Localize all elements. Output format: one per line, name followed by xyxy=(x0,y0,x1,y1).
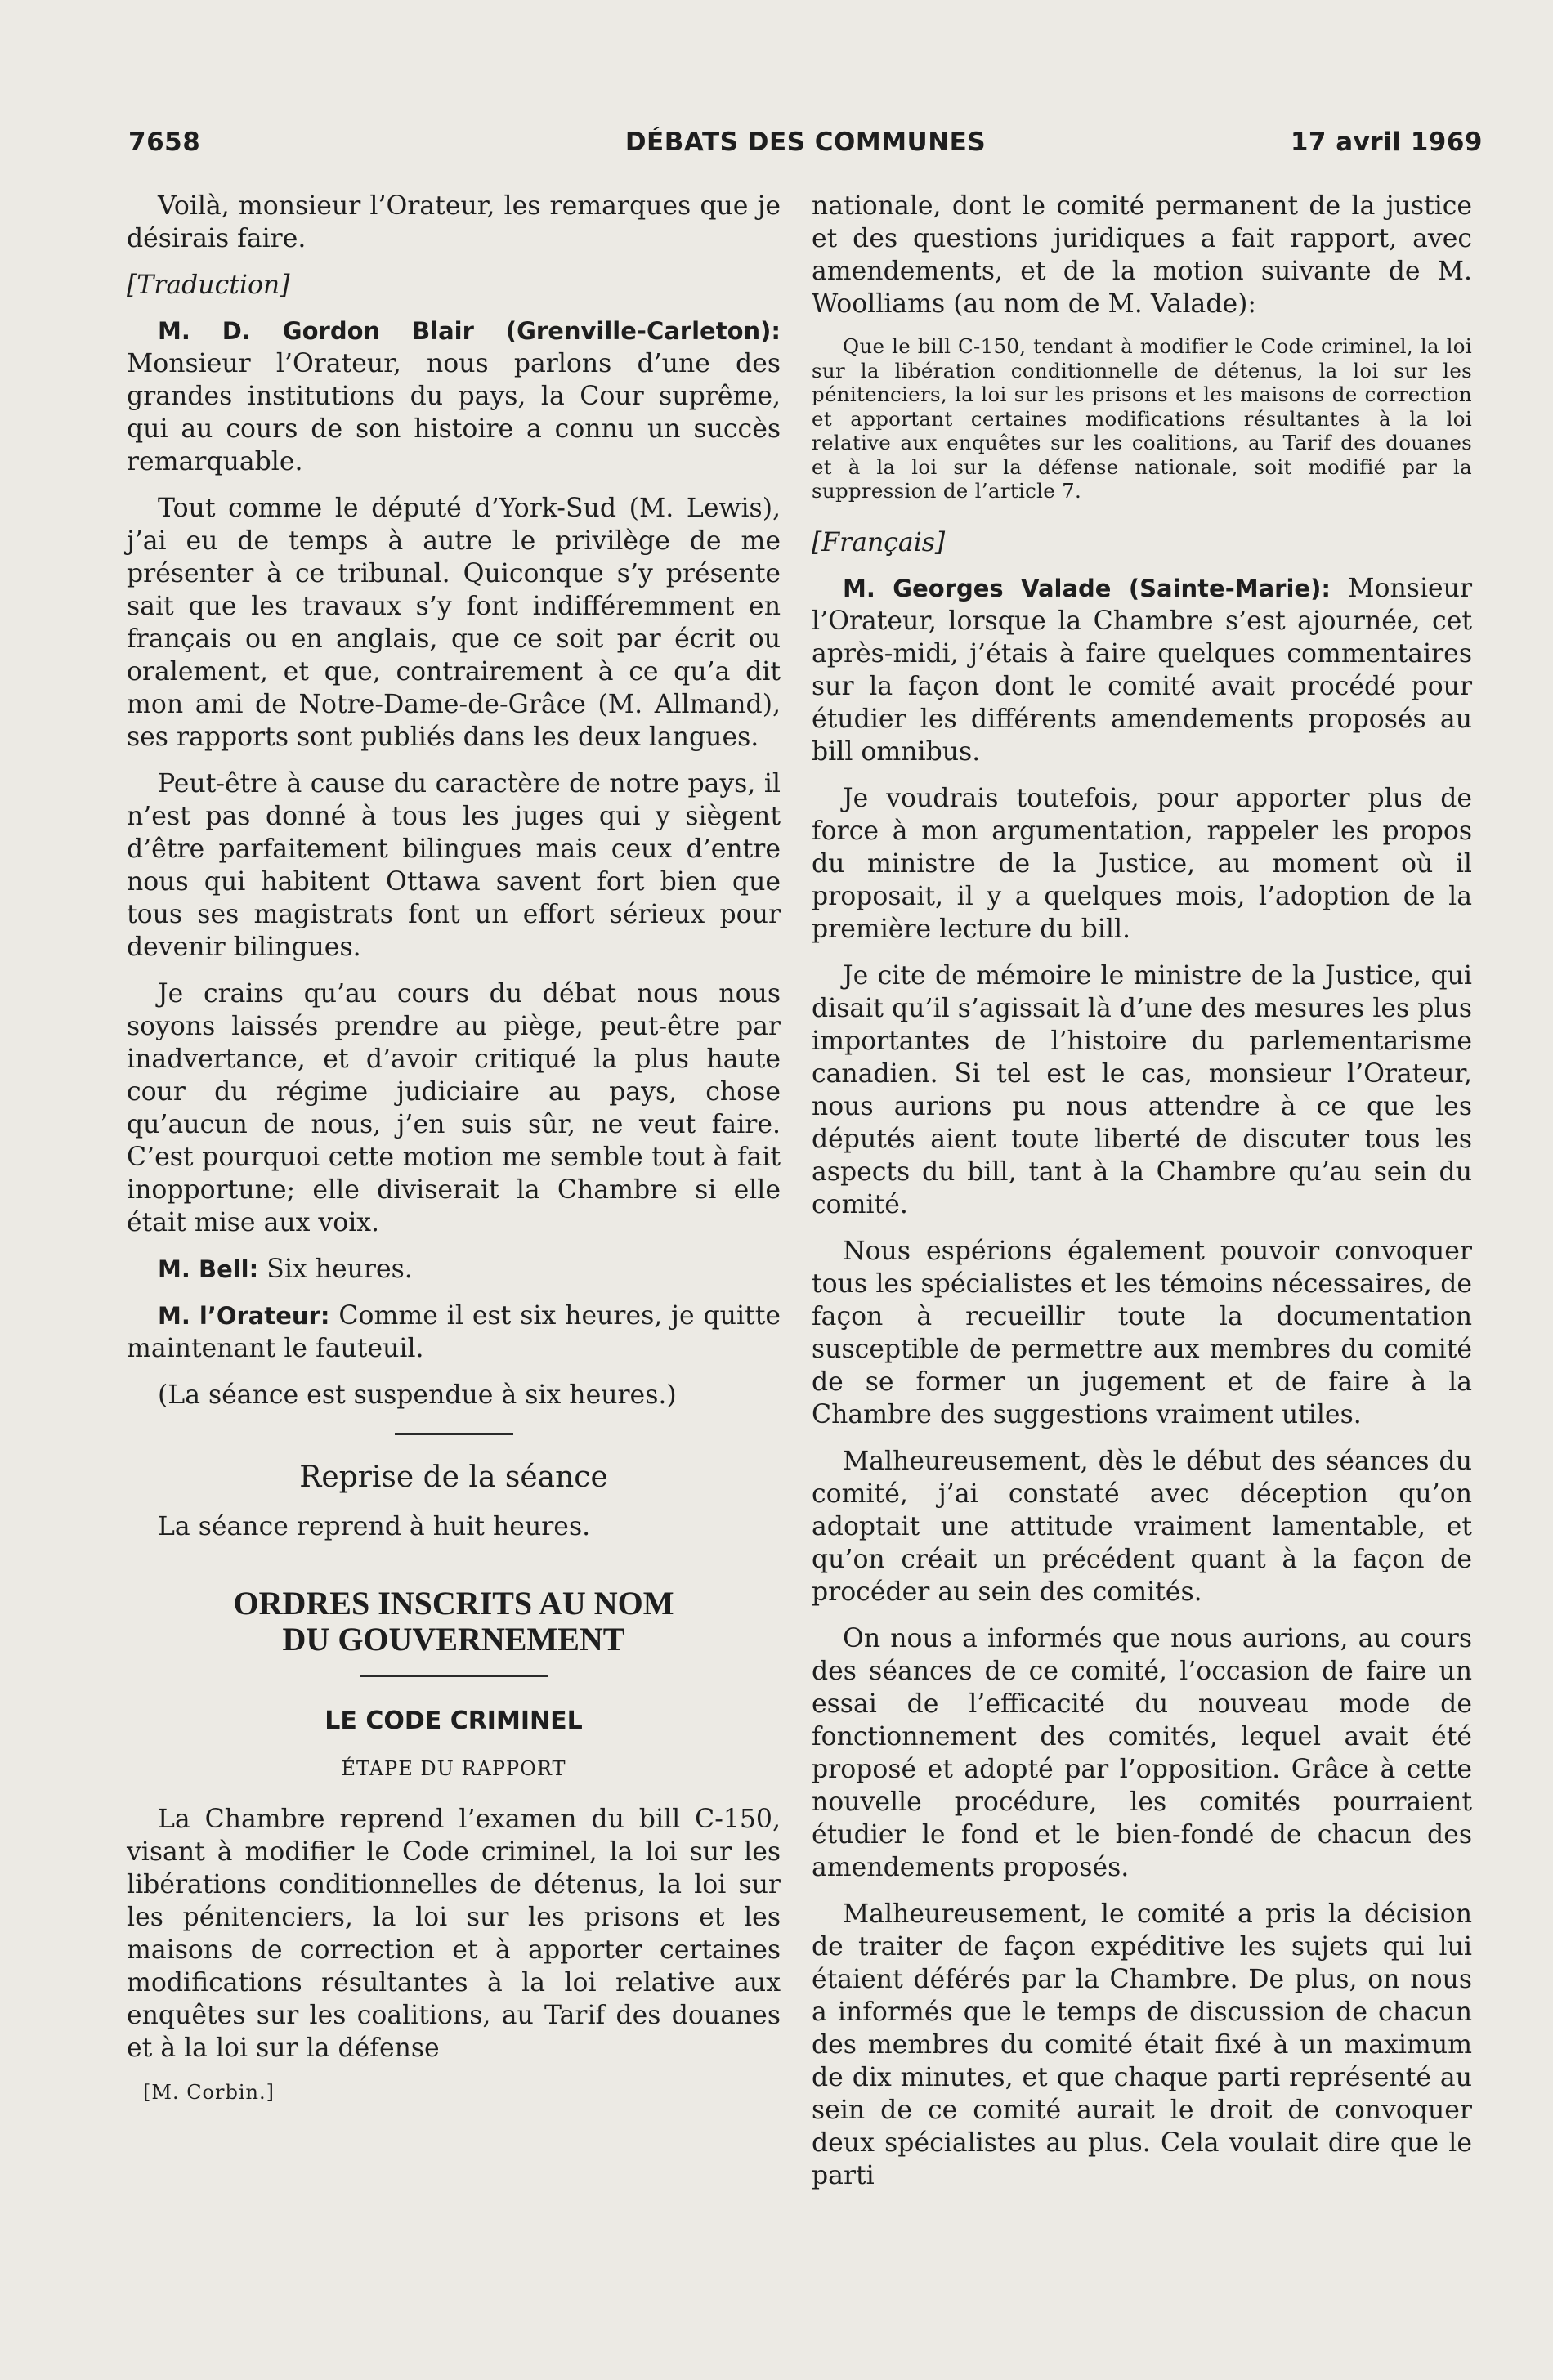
speech-text: Comme il est six heures, je quitte maintenant le fauteuil. xyxy=(127,1301,781,1363)
page-number: 7658 xyxy=(128,128,201,157)
stage-heading: ÉTAPE DU RAPPORT xyxy=(341,1757,566,1780)
orders-heading xyxy=(127,1586,781,1658)
speech-text: Monsieur l’Orateur, lorsque la Chambre s’est ajournée, cet après-midi, j’étais à faire quelques commentaires sur la façon dont le comité avait procédé pour étudier les différents amendements proposés au bill omnibus. xyxy=(812,573,1473,767)
heading-divider xyxy=(360,1675,548,1677)
paragraph: On nous a informés que nous aurions, au cours des séances de ce comité, l’occasion de faire un essai de l’efficacité du nouveau mode de fonctionnement des comités, lequel avait été proposé et adopté par l’opposition. Grâce à cette nouvelle procédure, les comités pourraient étudier le fond et le bien-fondé de chacun des amendements proposés. xyxy=(812,1623,1472,1882)
section-heading: Reprise de la séance xyxy=(299,1461,608,1494)
paragraph: nationale, dont le comité permanent de la justice et des questions juridiques a fait rapport, avec amendements, et de la motion suivante de M. Woolliams (au nom de M. Valade): xyxy=(812,191,1472,319)
page-date: 17 avril 1969 xyxy=(1290,128,1483,157)
speech-bell xyxy=(127,1253,781,1286)
paragraph: Tout comme le député d’York-Sud (M. Lewis), j’ai eu de temps à autre le privilège de me présenter à ce tribunal. Quiconque s’y présente sait que les travaux s’y font indifféremment en français ou en anglais, que ce soit par écrit ou oralement, et que, contrairement à ce qu’a dit mon ami de Notre-Dame-de-Grâce (M. Allmand), ses rapports sont publiés dans les deux langues. xyxy=(127,494,781,752)
speech-valade xyxy=(812,572,1472,768)
paragraph: Nous espérions également pouvoir convoquer tous les spécialistes et les témoins nécessaires, de façon à recueillir toute la documentation susceptible de permettre aux membres du comité de se former un jugement et de faire à la Chambre des suggestions vraiment utiles. xyxy=(812,1236,1472,1429)
bill-heading: LE CODE CRIMINEL xyxy=(324,1707,583,1735)
paragraph: Je cite de mémoire le ministre de la Justice, qui disait qu’il s’agissait là d’une des mesures les plus importantes de l’histoire du parlementarisme canadien. Si tel est le cas, monsieur l’Orateur, nous aurions pu nous attendre à ce que les députés aient toute liberté de discuter tous les aspects du bill, tant à la Chambre qu’au sein du comité. xyxy=(812,960,1472,1219)
speaker-name: M. Bell: xyxy=(158,1255,259,1283)
paragraph: Peut-être à cause du caractère de notre pays, il n’est pas donné à tous les juges qui y siègent d’être parfaitement bilingues mais ceux d’entre nous qui habitent Ottawa savent fort bien que tous ses magistrats font un effort sérieux pour devenir bilingues. xyxy=(127,769,781,962)
speaker-name: M. Georges Valade (Sainte-Marie): xyxy=(843,574,1331,602)
speaker-name: M. l’Orateur: xyxy=(158,1302,330,1330)
page-header xyxy=(128,128,1483,163)
paragraph: Voilà, monsieur l’Orateur, les remarques que je désirais faire. xyxy=(127,191,781,253)
session-note: (La séance est suspendue à six heures.) xyxy=(158,1380,677,1410)
session-note: La séance reprend à huit heures. xyxy=(158,1512,591,1541)
translation-note: [Traduction] xyxy=(127,271,290,300)
paragraph: La Chambre reprend l’examen du bill C-150, visant à modifier le Code criminel, la loi sur les libérations conditionnelles de détenus, la loi sur les pénitenciers, la loi sur les prisons et les maisons de correction et à apporter certaines modifications résultantes à la loi relative aux enquêtes sur les coalitions, au Tarif des douanes et à la loi sur la défense xyxy=(127,1805,781,2063)
speech-blair xyxy=(127,315,781,478)
paragraph: Malheureusement, le comité a pris la décision de traiter de façon expéditive les sujets qui lui étaient déférés par la Chambre. De plus, on nous a informés que le temps de discussion de chacun des membres du comité était fixé à un maximum de dix minutes, et que chaque parti représenté au sein de ce comité aurait le droit de convoquer deux spécialistes au plus. Cela voulait dire que le parti xyxy=(812,1899,1472,2190)
publication-title: DÉBATS DES COMMUNES xyxy=(624,128,987,157)
translation-note: [Français] xyxy=(812,527,946,557)
left-column xyxy=(127,190,781,2109)
paragraph: Je voudrais toutefois, pour apporter plus de force à mon argumentation, rappeler les propos du ministre de la Justice, au moment où il proposait, il y a quelques mois, l’adoption de la première lecture du bill. xyxy=(812,783,1472,944)
speech-text: Six heures. xyxy=(266,1255,413,1284)
paragraph: Malheureusement, dès le début des séances du comité, j’ai constaté avec déception qu’on adoptait une attitude vraiment lamentable, et qu’on créait un précédent quant à la façon de procéder au sein des comités. xyxy=(812,1446,1472,1607)
paragraph: Je crains qu’au cours du débat nous nous soyons laissés prendre au piège, peut-être par inadvertance, et d’avoir critiqué la plus haute cour du régime judiciaire au pays, chose qu’aucun de nous, j’en suis sûr, ne veut faire. C’est pourquoi cette motion me semble tout à fait inopportune; elle diviserait la Chambre si elle était mise aux voix. xyxy=(127,979,781,1237)
right-column xyxy=(812,190,1472,2206)
speech-orateur xyxy=(127,1300,781,1365)
speaker-footer: [M. Corbin.] xyxy=(143,2081,275,2104)
speaker-name: M. D. Gordon Blair (Grenville-Carleton): xyxy=(158,317,781,345)
orders-heading-line: ORDRES INSCRITS AU NOM xyxy=(233,1585,674,1622)
motion-text: Que le bill C-150, tendant à modifier le Code criminel, la loi sur la libération conditionnelle de détenus, la loi sur les pénitenciers, la loi sur les prisons et les maisons de correction et apportant certaines modifications résultantes à la loi relative aux enquêtes sur les coalitions, au Tarif des douanes et à la loi sur la défense nationale, soit modifié par la suppression de l’article 7. xyxy=(812,334,1472,503)
section-divider xyxy=(395,1433,513,1435)
speech-text: Monsieur l’Orateur, nous parlons d’une des grandes institutions du pays, la Cour suprême, qui au cours de son histoire a connu un succès remarquable. xyxy=(127,349,781,476)
orders-heading-line: DU GOUVERNEMENT xyxy=(282,1621,625,1658)
